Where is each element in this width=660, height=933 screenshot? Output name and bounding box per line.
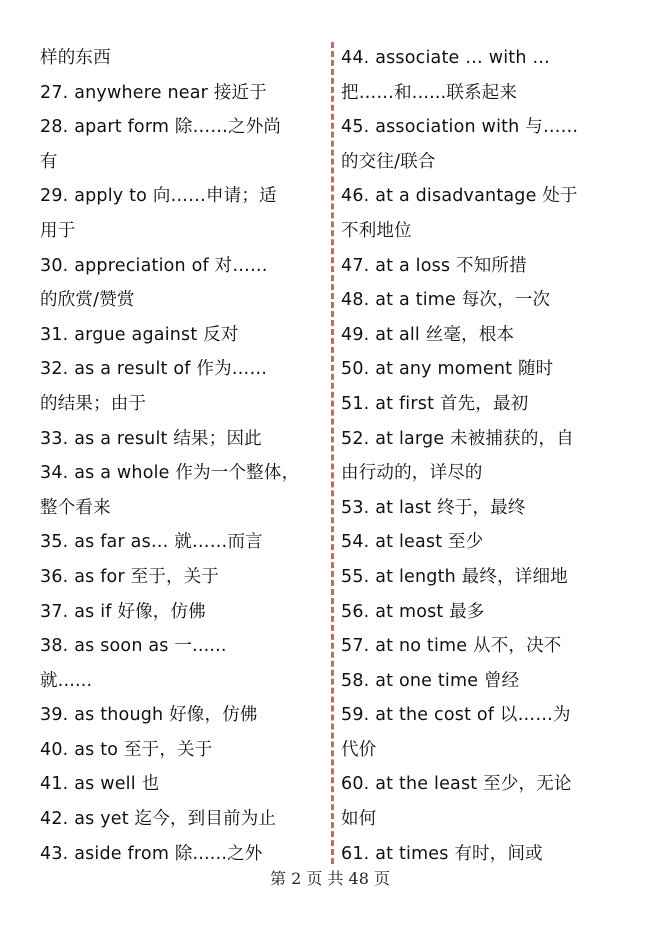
phrase-line: 由行动的，详尽的 <box>341 463 483 484</box>
phrase-line: 的交往/联合 <box>341 151 436 172</box>
phrase-line: 55. at length 最终，详细地 <box>341 566 568 587</box>
phrase-line: 整个看来 <box>40 497 111 518</box>
phrase-line: 30. appreciation of 对…… <box>40 255 268 276</box>
phrase-line: 54. at least 至少 <box>341 532 484 553</box>
phrase-line: 61. at times 有时，间或 <box>341 843 543 864</box>
phrase-line: 57. at no time 从不，决不 <box>341 636 562 657</box>
phrase-line: 27. anywhere near 接近于 <box>40 82 267 103</box>
phrase-line: 46. at a disadvantage 处于 <box>341 186 578 207</box>
phrase-line: 49. at all 丝毫，根本 <box>341 324 515 345</box>
right-column <box>341 41 625 871</box>
phrase-line: 59. at the cost of 以……为 <box>341 705 571 726</box>
phrase-line: 的结果；由于 <box>40 393 147 414</box>
phrase-line: 不利地位 <box>341 220 412 241</box>
phrase-line: 37. as if 好像，仿佛 <box>40 601 206 622</box>
phrase-line: 56. at most 最多 <box>341 601 485 622</box>
phrase-line: 47. at a loss 不知所措 <box>341 255 527 276</box>
phrase-line: 53. at last 终于，最终 <box>341 497 526 518</box>
phrase-line: 45. association with 与…… <box>341 117 579 138</box>
phrase-line: 39. as though 好像，仿佛 <box>40 705 258 726</box>
phrase-line: 51. at first 首先，最初 <box>341 393 529 414</box>
phrase-line: 36. as for 至于，关于 <box>40 566 220 587</box>
phrase-line: 60. at the least 至少，无论 <box>341 774 572 795</box>
phrase-line: 样的东西 <box>40 48 111 68</box>
phrase-line: 38. as soon as 一...... <box>40 636 227 657</box>
phrase-line: 把……和......联系起来 <box>341 82 518 103</box>
phrase-line: 50. at any moment 随时 <box>341 359 554 380</box>
phrase-line: 40. as to 至于，关于 <box>40 739 213 760</box>
phrase-line: 34. as a whole 作为一个整体， <box>40 463 300 484</box>
phrase-line: 31. argue against 反对 <box>40 324 239 345</box>
phrase-line: 52. at large 未被捕获的，自 <box>341 428 574 449</box>
phrase-line: 就...... <box>40 670 93 691</box>
phrase-line: 如何 <box>341 809 377 830</box>
phrase-line: 42. as yet 迄今，到目前为止 <box>40 809 277 830</box>
phrase-line: 41. as well 也 <box>40 774 160 795</box>
phrase-line: 32. as a result of 作为…… <box>40 359 268 380</box>
phrase-line: 44. associate … with … <box>341 48 551 68</box>
phrase-line: 代价 <box>341 739 377 760</box>
phrase-line: 35. as far as… 就……而言 <box>40 532 263 553</box>
phrase-line: 有 <box>40 151 58 172</box>
page-footer: 第 2 页 共 48 页 <box>270 869 390 888</box>
phrase-line: 的欣赏/赞赏 <box>40 290 135 311</box>
phrase-line: 48. at a time 每次，一次 <box>341 290 551 311</box>
column-divider <box>331 42 334 864</box>
phrase-line: 用于 <box>40 220 76 241</box>
phrase-line: 28. apart form 除……之外尚 <box>40 117 282 138</box>
phrase-line: 58. at one time 曾经 <box>341 670 520 691</box>
phrase-line: 43. aside from 除......之外 <box>40 843 263 864</box>
phrase-line: 29. apply to 向……申请；适 <box>40 186 277 207</box>
phrase-line: 33. as a result 结果；因此 <box>40 428 262 449</box>
left-column <box>40 41 324 871</box>
